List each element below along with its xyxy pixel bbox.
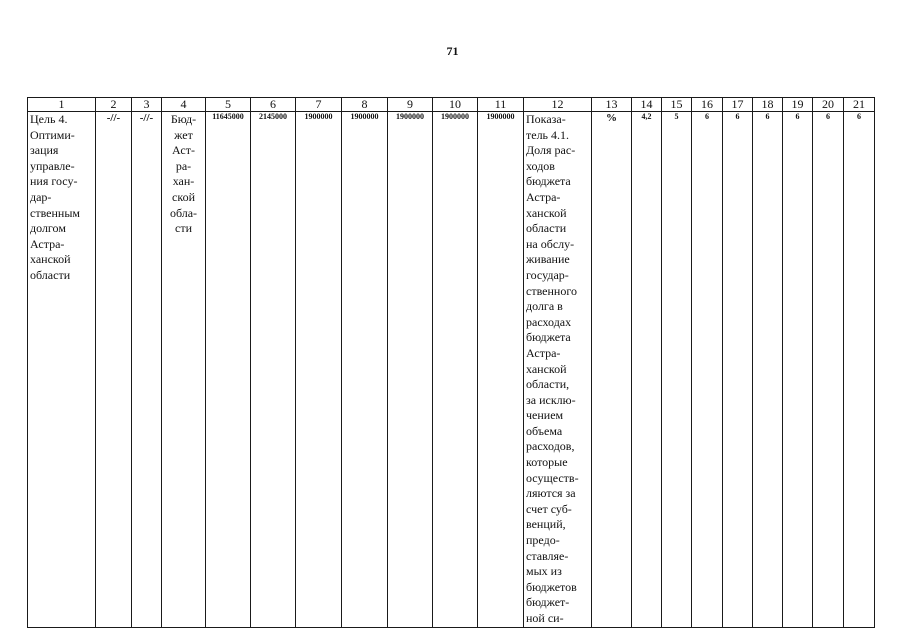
column-header: 2 [96, 98, 132, 112]
column-header: 9 [388, 98, 433, 112]
column-header: 13 [592, 98, 632, 112]
value-cell: 6 [753, 112, 783, 628]
value-cell: 6 [692, 112, 723, 628]
page-number: 71 [446, 44, 459, 58]
column-header: 20 [813, 98, 844, 112]
column-header: 10 [433, 98, 478, 112]
amount-cell: 1900000 [296, 112, 342, 628]
value-cell: 6 [723, 112, 753, 628]
ditto-mark-cell: -//- [132, 112, 162, 628]
value-cell: 6 [813, 112, 844, 628]
ditto-mark-cell: -//- [96, 112, 132, 628]
column-header: 3 [132, 98, 162, 112]
column-header: 8 [342, 98, 388, 112]
column-header: 21 [844, 98, 875, 112]
column-header: 6 [251, 98, 296, 112]
amount-cell: 1900000 [388, 112, 433, 628]
value-cell: 6 [844, 112, 875, 628]
column-header: 5 [206, 98, 251, 112]
goal-cell: Цель 4. Оптими- зация управле- ния госу- дар- ственным долгом Астра- ханской области [28, 112, 96, 628]
column-header: 19 [783, 98, 813, 112]
column-header: 16 [692, 98, 723, 112]
column-header: 15 [662, 98, 692, 112]
column-header: 11 [478, 98, 524, 112]
value-cell: 6 [783, 112, 813, 628]
column-number-row [28, 98, 875, 112]
column-header: 17 [723, 98, 753, 112]
unit-cell: % [592, 112, 632, 628]
column-header: 7 [296, 98, 342, 112]
funding-source-cell: Бюд- жет Аст- ра- хан- ской обла- сти [162, 112, 206, 628]
amount-cell: 1900000 [433, 112, 478, 628]
column-header: 1 [28, 98, 96, 112]
value-cell: 5 [662, 112, 692, 628]
amount-cell: 1900000 [478, 112, 524, 628]
column-header: 12 [524, 98, 592, 112]
report-table [27, 97, 875, 628]
value-cell: 4,2 [632, 112, 662, 628]
amount-cell: 2145000 [251, 112, 296, 628]
column-header: 18 [753, 98, 783, 112]
amount-cell: 1900000 [342, 112, 388, 628]
column-header: 4 [162, 98, 206, 112]
table-row [28, 112, 875, 628]
column-header: 14 [632, 98, 662, 112]
indicator-cell: Показа- тель 4.1. Доля рас- ходов бюджета Астра- ханской области на обслу- живание государ- ственного долга в расходах бюджета Астра- ханской области, за исклю- чением объема расходов, которые осуществ- ляются за счет суб- венций, предо- ставляе- мых из бюджетов бюджет- ной си- [524, 112, 592, 628]
amount-cell: 11645000 [206, 112, 251, 628]
